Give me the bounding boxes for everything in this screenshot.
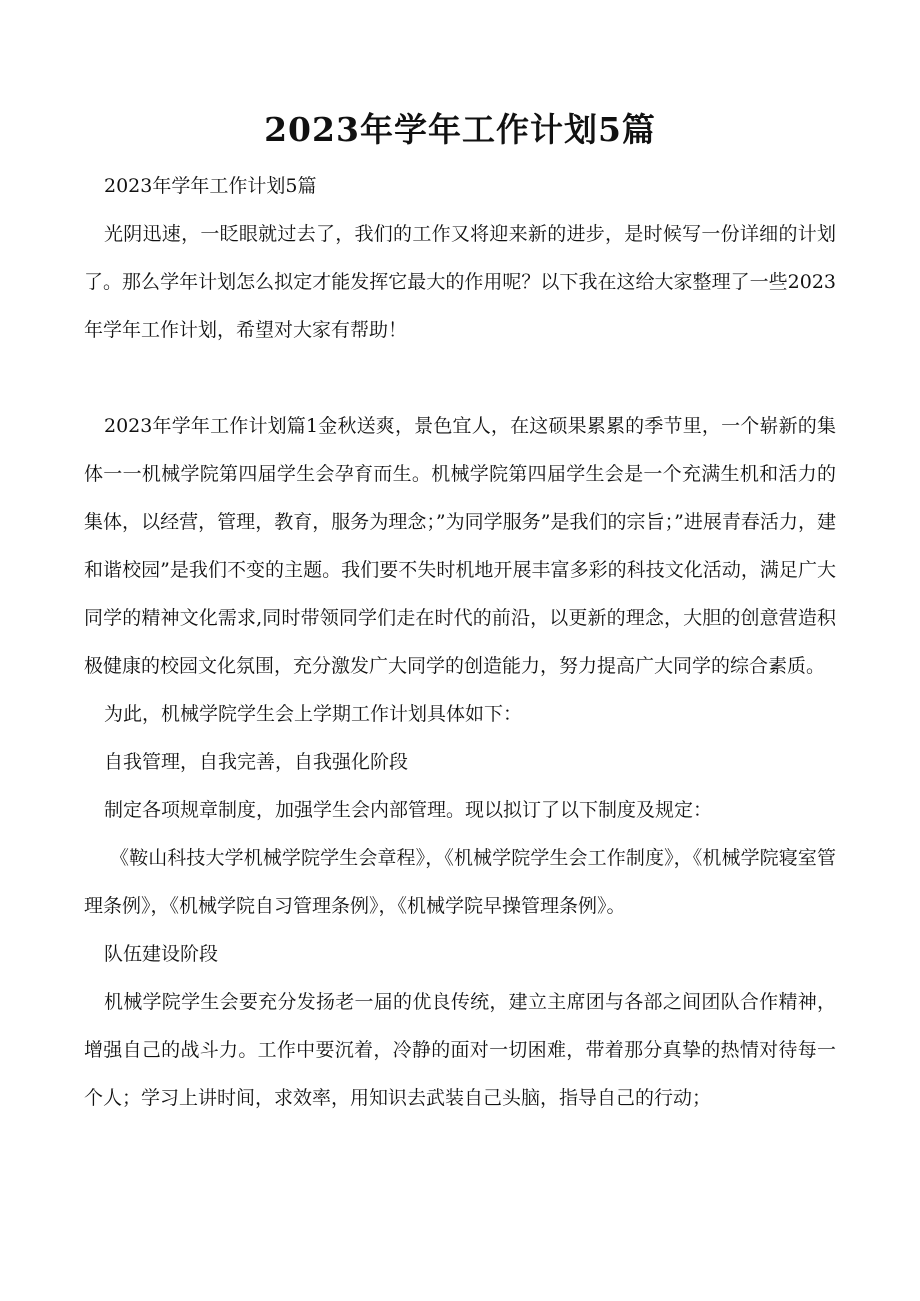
rules-list-paragraph: 《鞍山科技大学机械学院学生会章程》，《机械学院学生会工作制度》，《机械学院寝室管理条例》，《机械学院自习管理条例》，《机械学院早操管理条例》。 [84,847,836,917]
plan-details-lead-paragraph: 为此，机械学院学生会上学期工作计划具体如下： [104,703,523,725]
section-heading-self-management: 自我管理，自我完善，自我强化阶段 [104,751,409,773]
subtitle-paragraph: 2023年学年工作计划5篇 [104,175,317,197]
rules-lead-paragraph: 制定各项规章制度，加强学生会内部管理。现以拟订了以下制度及规定： [104,799,713,821]
intro-paragraph: 光阴迅速，一眨眼就过去了，我们的工作又将迎来新的进步，是时候写一份详细的计划了。那么学年计划怎么拟定才能发挥它最大的作用呢？以下我在这给大家整理了一些2023年学年工作计划，希望对大家有帮助！ [84,223,836,341]
team-building-paragraph: 机械学院学生会要充分发扬老一届的优良传统，建立主席团与各部之间团队合作精神，增强自己的战斗力。工作中要沉着，冷静的面对一切困难，带着那分真挚的热情对待每一个人；学习上讲时间，求效率，用知识去武装自己头脑，指导自己的行动； [84,991,836,1109]
section-heading-team-building: 队伍建设阶段 [104,943,219,965]
blank-line [84,354,836,402]
plan-1-paragraph: 2023年学年工作计划篇1金秋送爽，景色宜人，在这硕果累累的季节里，一个崭新的集体一一机械学院第四届学生会孕育而生。机械学院第四届学生会是一个充满生机和活力的集体，以经营，管理，教育，服务为理念；”为同学服务”是我们的宗旨；”进展青春活力，建和谐校园”是我们不变的主题。我们要不失时机地开展丰富多彩的科技文化活动，满足广大同学的精神文化需求,同时带领同学们走在时代的前沿，以更新的理念，大胆的创意营造积极健康的校园文化氛围，充分激发广大同学的创造能力，努力提高广大同学的综合素质。 [84,415,836,677]
document-body [84,162,836,1122]
document-title: 2023年学年工作计划5篇 [264,110,656,149]
